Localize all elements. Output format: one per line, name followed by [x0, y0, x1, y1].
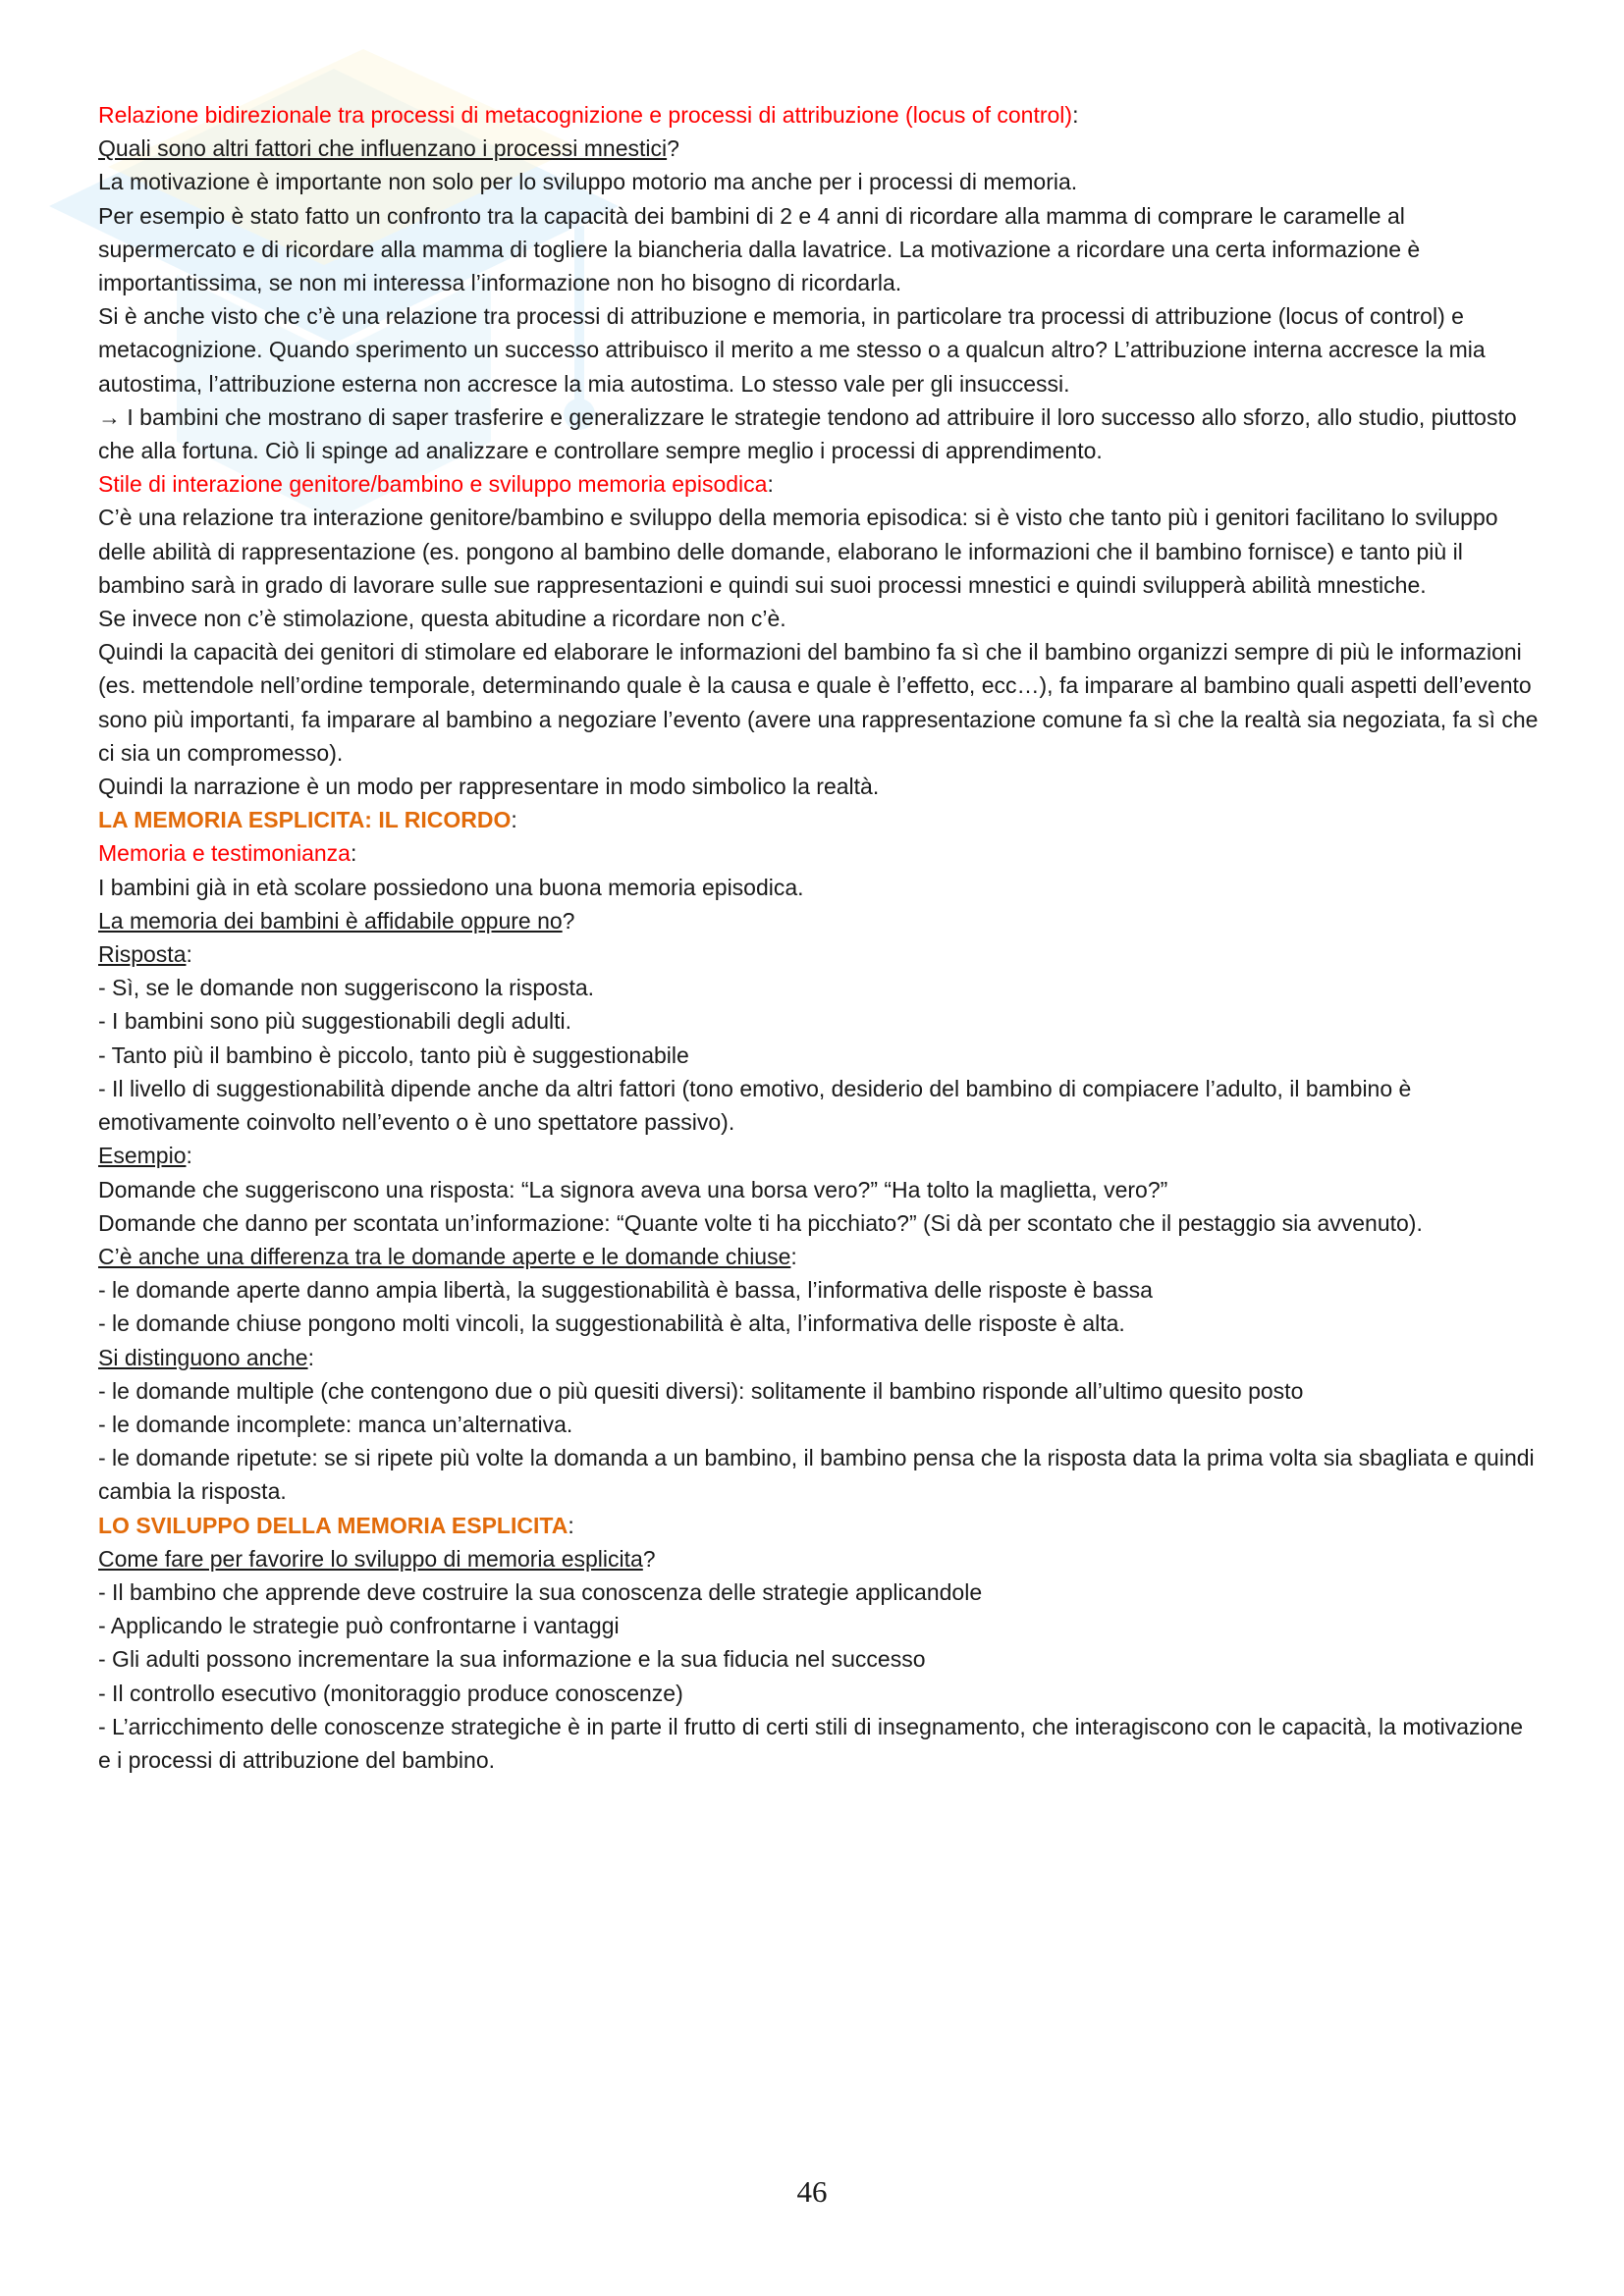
line-text: C’è una relazione tra interazione genitore/bambino e sviluppo della memoria episodica: si è visto che tanto più i genitori facilitano lo sviluppo delle abilità di rappresentazione (es. pongono al bambino delle domande, elaborano le informazioni che il bambino fornisce) e tanto più il bambino sarà in grado di lavorare sulle sue rappresentazioni e quindi sui suoi processi mnestici e quindi svilupperà abilità mnestiche. [98, 505, 1498, 598]
chapter-heading [98, 1509, 1542, 1542]
line-text: - L’arricchimento delle conoscenze strategiche è in parte il frutto di certi stili di insegnamento, che interagiscono con le capacità, la motivazione e i processi di attribuzione del bambino. [98, 1713, 1524, 1773]
line-text: Esempio [98, 1143, 187, 1169]
body-paragraph [98, 635, 1542, 770]
underlined-question [98, 1139, 1542, 1172]
line-text: I bambini che mostrano di saper trasferire e generalizzare le strategie tendono ad attribuire il loro successo allo sforzo, allo studio, piuttosto che alla fortuna. Ciò li spinge ad analizzare e controllare sempre meglio i processi di apprendimento. [98, 403, 1517, 464]
line-suffix: ? [562, 907, 575, 934]
line-suffix: : [511, 807, 517, 833]
body-paragraph [98, 871, 1542, 904]
body-paragraph [98, 1307, 1542, 1340]
body-paragraph [98, 165, 1542, 198]
line-text: Si è anche visto che c’è una relazione tra processi di attribuzione e memoria, in particolare tra processi di attribuzione (locus of control) e metacognizione. Quando sperimento un successo attribuisco il merito a me stesso o a qualcun altro? L’attribuzione interna accresce la mia autostima, l’attribuzione esterna non accresce la mia autostima. Lo stesso vale per gli insuccessi. [98, 303, 1486, 397]
line-text: - Il controllo esecutivo (monitoraggio produce conoscenze) [98, 1680, 683, 1706]
body-paragraph [98, 1609, 1542, 1642]
body-paragraph [98, 770, 1542, 803]
body-paragraph [98, 1004, 1542, 1038]
chapter-heading [98, 803, 1542, 836]
body-paragraph [98, 1642, 1542, 1676]
underlined-question [98, 1542, 1542, 1575]
line-text: I bambini già in età scolare possiedono una buona memoria episodica. [98, 874, 804, 900]
line-text: Domande che suggeriscono una risposta: “La signora aveva una borsa vero?” “Ha tolto la maglietta, vero?” [98, 1176, 1168, 1202]
line-text: Per esempio è stato fatto un confronto tra la capacità dei bambini di 2 e 4 anni di ricordare alla mamma di comprare le caramelle al supermercato e di ricordare alla mamma di togliere la biancheria dalla lavatrice. La motivazione a ricordare una certa informazione è importantissima, se non mi interessa l’informazione non ho bisogno di ricordarla. [98, 202, 1421, 296]
line-text: Risposta [98, 941, 187, 968]
line-text: - Il livello di suggestionabilità dipende anche da altri fattori (tono emotivo, desiderio del bambino di compiacere l’adulto, il bambino è emotivamente coinvolto nell’evento o è uno spettatore passivo). [98, 1075, 1412, 1136]
body-paragraph [98, 299, 1542, 400]
body-paragraph [98, 971, 1542, 1004]
line-suffix: : [186, 941, 192, 968]
body-paragraph [98, 501, 1542, 602]
line-text: Memoria e testimonianza [98, 840, 351, 867]
line-suffix: : [767, 471, 774, 498]
body-paragraph [98, 1441, 1542, 1508]
line-suffix: ? [667, 135, 679, 162]
line-text: - Il bambino che apprende deve costruire la sua conoscenza delle strategie applicandole [98, 1578, 983, 1605]
body-paragraph [98, 1072, 1542, 1139]
line-text: - Gli adulti possono incrementare la sua informazione e la sua fiducia nel successo [98, 1646, 926, 1673]
underlined-question [98, 132, 1542, 165]
line-suffix: : [1072, 102, 1079, 128]
underlined-question [98, 1341, 1542, 1374]
underlined-question [98, 1240, 1542, 1273]
body-paragraph [98, 1575, 1542, 1609]
line-suffix: ? [642, 1545, 656, 1572]
arrow-paragraph [98, 400, 1542, 467]
arrow-right-icon: → [98, 403, 121, 430]
section-heading [98, 98, 1542, 132]
line-text: La motivazione è importante non solo per lo sviluppo motorio ma anche per i processi di memoria. [98, 169, 1078, 195]
underlined-question [98, 904, 1542, 937]
line-suffix: : [790, 1243, 797, 1269]
line-text: Si distinguono anche [98, 1344, 308, 1370]
line-text: Quali sono altri fattori che influenzano i processi mnestici [98, 135, 668, 162]
line-suffix: : [186, 1143, 192, 1169]
line-text: La memoria dei bambini è affidabile oppure no [98, 907, 563, 934]
line-text: - Sì, se le domande non suggeriscono la risposta. [98, 975, 595, 1001]
line-text: - le domande multiple (che contengono due o più quesiti diversi): solitamente il bambino risponde all’ultimo quesito posto [98, 1377, 1304, 1404]
line-text: - I bambini sono più suggestionabili degli adulti. [98, 1008, 572, 1035]
line-text: Come fare per favorire lo sviluppo di memoria esplicita [98, 1545, 643, 1572]
body-paragraph [98, 1710, 1542, 1777]
line-text: LA MEMORIA ESPLICITA: IL RICORDO [98, 807, 512, 833]
body-paragraph [98, 1039, 1542, 1072]
line-text: Se invece non c’è stimolazione, questa abitudine a ricordare non c’è. [98, 606, 786, 632]
page-number: 46 [796, 2174, 828, 2209]
line-text: - Tanto più il bambino è piccolo, tanto più è suggestionabile [98, 1041, 689, 1068]
line-text: - le domande aperte danno ampia libertà, la suggestionabilità è bassa, l’informativa delle risposte è bassa [98, 1277, 1153, 1304]
body-paragraph [98, 1374, 1542, 1408]
line-text: Quindi la capacità dei genitori di stimolare ed elaborare le informazioni del bambino fa sì che il bambino organizzi sempre di più le informazioni (es. mettendole nell’ordine temporale, determinando quale è la causa e quale è l’effetto, ecc…), fa imparare al bambino quali aspetti dell’evento sono più importanti, fa imparare al bambino a negoziare l’evento (avere una rappresentazione comune fa sì che la realtà sia negoziata, fa sì che ci sia un compromesso). [98, 639, 1539, 766]
body-paragraph [98, 602, 1542, 635]
line-text: C’è anche una differenza tra le domande aperte e le domande chiuse [98, 1243, 791, 1269]
body-paragraph [98, 1173, 1542, 1206]
body-paragraph [98, 1206, 1542, 1240]
section-heading [98, 836, 1542, 870]
line-text: - le domande incomplete: manca un’alternativa. [98, 1411, 573, 1437]
line-text: Relazione bidirezionale tra processi di metacognizione e processi di attribuzione (locus of control) [98, 102, 1073, 128]
line-suffix: : [307, 1344, 314, 1370]
line-text: Quindi la narrazione è un modo per rappresentare in modo simbolico la realtà. [98, 774, 880, 800]
line-text: - le domande chiuse pongono molti vincoli, la suggestionabilità è alta, l’informativa delle risposte è alta. [98, 1310, 1125, 1337]
line-text: Domande che danno per scontata un’informazione: “Quante volte ti ha picchiato?” (Si dà per scontato che il pestaggio sia avvenuto). [98, 1209, 1423, 1236]
body-paragraph [98, 1677, 1542, 1710]
line-text: - le domande ripetute: se si ripete più volte la domanda a un bambino, il bambino pensa che la risposta data la prima volta sia sbagliata e quindi cambia la risposta. [98, 1445, 1535, 1505]
line-text: LO SVILUPPO DELLA MEMORIA ESPLICITA [98, 1512, 568, 1538]
line-suffix: : [568, 1512, 574, 1538]
body-paragraph [98, 1408, 1542, 1441]
body-paragraph [98, 1273, 1542, 1307]
line-text: Stile di interazione genitore/bambino e sviluppo memoria episodica [98, 471, 768, 498]
body-paragraph [98, 199, 1542, 300]
line-suffix: : [350, 840, 357, 867]
document-body [98, 98, 1542, 1777]
underlined-question [98, 937, 1542, 971]
section-heading [98, 467, 1542, 501]
line-text: - Applicando le strategie può confrontarne i vantaggi [98, 1613, 620, 1639]
